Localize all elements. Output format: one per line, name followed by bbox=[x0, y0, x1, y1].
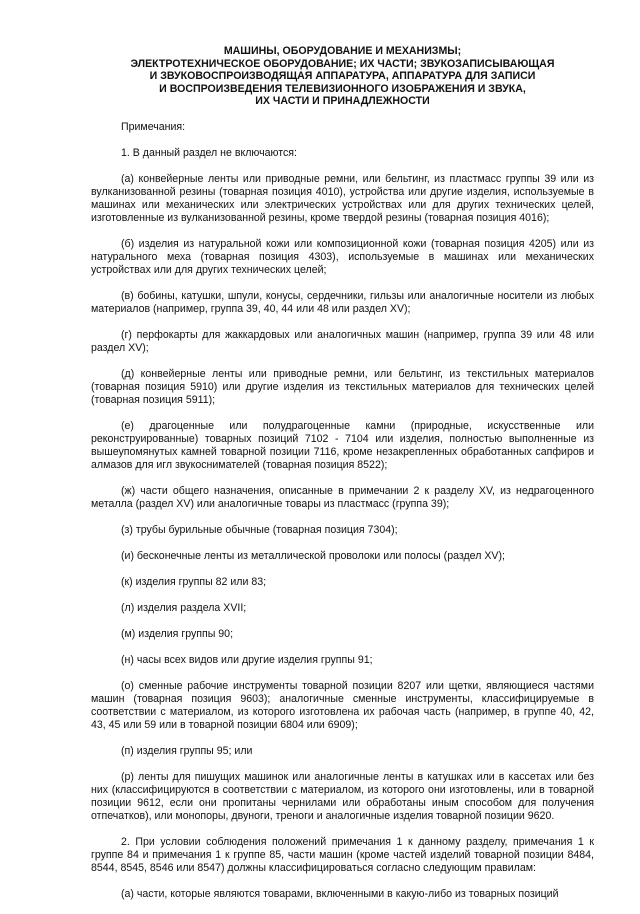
note-1-item-i: (и) бесконечные ленты из металлической проволоки или полосы (раздел XV); bbox=[121, 549, 505, 562]
note-1-item-m: (м) изделия группы 90; bbox=[121, 627, 234, 640]
note-1-item-g: (г) перфокарты для жаккардовых или аналогичных машин (например, группа 39 или 48 или раздел XV); bbox=[91, 328, 594, 354]
note-1-item-r: (р) ленты для пишущих машинок или аналогичные ленты в катушках или в кассетах или без них (классифицируются в соответствии с материалом, из которого они изготовлены, или в товарной позиции 9612, если они пропитаны чернилами или обработаны иным способом для получения отпечатков), или монопоры, двуноги, треноги и аналогичные изделия товарной позиции 9620. bbox=[91, 770, 594, 822]
note-1-item-o: (о) сменные рабочие инструменты товарной позиции 8207 или щетки, являющиеся частями машин (товарная позиция 9603); аналогичные сменные инструменты, классифицируемые в соответствии с материалом, из которого изготовлена их рабочая часть (например, в группе 40, 42, 43, 45 или 59 или в товарной позиции 6804 или 6909); bbox=[91, 679, 594, 731]
note-1-intro: 1. В данный раздел не включаются: bbox=[121, 146, 297, 159]
title-line: И ВОСПРОИЗВЕДЕНИЯ ТЕЛЕВИЗИОННОГО ИЗОБРАЖЕНИЯ И ЗВУКА, bbox=[159, 82, 526, 95]
notes-heading: Примечания: bbox=[121, 120, 186, 133]
note-1-item-z: (з) трубы бурильные обычные (товарная позиция 7304); bbox=[121, 523, 398, 536]
note-2-item-a: (а) части, которые являются товарами, включенными в какую-либо из товарных позиций bbox=[121, 887, 559, 900]
title-line: И ЗВУКОВОСПРОИЗВОДЯЩАЯ АППАРАТУРА, АППАРАТУРА ДЛЯ ЗАПИСИ bbox=[149, 70, 536, 83]
note-1-item-b: (б) изделия из натуральной кожи или композиционной кожи (товарная позиция 4205) или из натурального меха (товарная позиция 4303), используемые в машинах или механических устройствах или для других технических целей; bbox=[91, 237, 594, 276]
note-1-item-zh: (ж) части общего назначения, описанные в примечании 2 к разделу XV, из недрагоценного металла (раздел XV) или аналогичные товары из пластмасс (группа 39); bbox=[91, 484, 594, 510]
note-1-item-p: (п) изделия группы 95; или bbox=[121, 744, 253, 757]
note-1-item-d: (д) конвейерные ленты или приводные ремни, или бельтинг, из текстильных материалов (товарная позиция 5910) или другие изделия из текстильных материалов для технических целей (товарная позиция 5911); bbox=[91, 367, 594, 406]
title-line: ИХ ЧАСТИ И ПРИНАДЛЕЖНОСТИ bbox=[255, 95, 430, 108]
note-1-item-l: (л) изделия раздела XVII; bbox=[121, 601, 247, 614]
note-2: 2. При условии соблюдения положений примечания 1 к данному разделу, примечания 1 к группе 84 и примечания 1 к группе 85, части машин (кроме частей изделий товарной позиции 8484, 8544, 8545, 8546 или 8547) должны классифицироваться согласно следующим правилам: bbox=[91, 835, 594, 874]
title-line: ЭЛЕКТРОТЕХНИЧЕСКОЕ ОБОРУДОВАНИЕ; ИХ ЧАСТИ; ЗВУКОЗАПИСЫВАЮЩАЯ bbox=[130, 57, 555, 70]
note-1-item-v: (в) бобины, катушки, шпули, конусы, сердечники, гильзы или аналогичные носители из любых материалов (например, группа 39, 40, 44 или 48 или раздел XV); bbox=[91, 289, 594, 315]
document-page bbox=[91, 45, 594, 914]
note-1-item-e: (е) драгоценные или полудрагоценные камни (природные, искусственные или реконструированные) товарных позиций 7102 - 7104 или изделия, полностью выполненные из вышеупомянутых камней товарной позиции 7116, кроме незакрепленных обработанных сапфиров и алмазов для игл звукоснимателей (товарная позиция 8522); bbox=[91, 419, 594, 471]
title-line: МАШИНЫ, ОБОРУДОВАНИЕ И МЕХАНИЗМЫ; bbox=[223, 45, 462, 57]
section-title bbox=[91, 45, 594, 108]
note-1-item-k: (к) изделия группы 82 или 83; bbox=[121, 575, 267, 588]
note-1-item-n: (н) часы всех видов или другие изделия группы 91; bbox=[121, 653, 373, 666]
note-1-item-a: (а) конвейерные ленты или приводные ремни, или бельтинг, из пластмасс группы 39 или из вулканизованной резины (товарная позиция 4010), устройства или другие изделия, используемые в машинах или механических или электрических устройствах или для других технических целей, изготовленные из вулканизованной резины, кроме твердой резины (товарная позиция 4016); bbox=[91, 172, 594, 224]
